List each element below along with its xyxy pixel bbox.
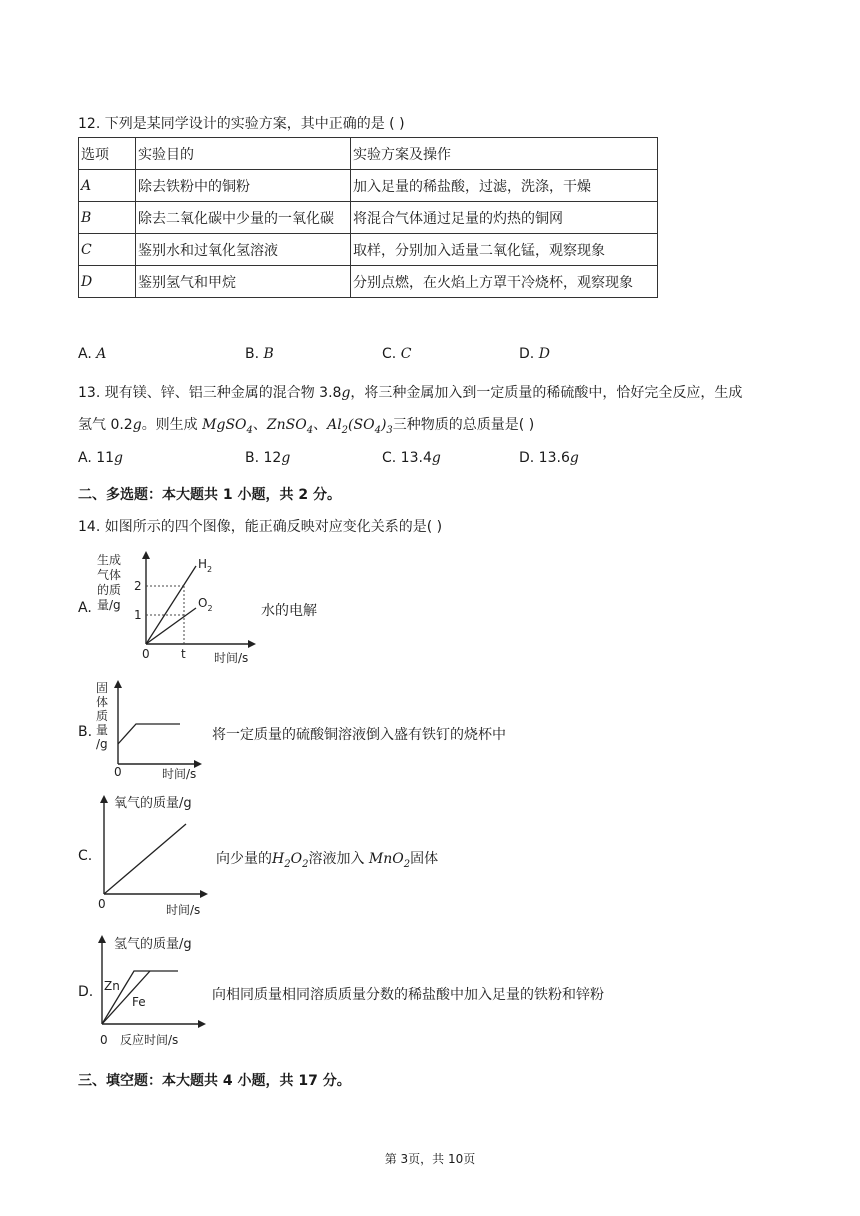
row-purpose: 鉴别氢气和甲烷: [136, 266, 351, 298]
graph-a-xlabel: 时间/s: [214, 651, 249, 665]
graph-d-origin: 0: [100, 1033, 108, 1047]
row-plan: 分别点燃，在火焰上方罩干冷烧杯，观察现象: [351, 266, 658, 298]
graph-d-xlabel: 反应时间/s: [120, 1033, 179, 1047]
graph-d-zn-label: Zn: [104, 979, 120, 993]
q14-choice-a-desc: 水的电解: [261, 603, 317, 619]
q12-stem: 12. 下列是某同学设计的实验方案，其中正确的是 ( ): [78, 116, 405, 132]
q14-choice-c-label[interactable]: C.: [78, 848, 93, 864]
graph-copper-sulfate-iron: [90, 676, 220, 782]
section-heading-multi-choice: 二、多选题：本大题共 1 小题，共 2 分。: [78, 487, 341, 503]
graph-b-origin: 0: [114, 765, 122, 779]
graph-a-ylabel-3: 的质: [97, 583, 122, 597]
row-plan: 将混合气体通过足量的灼热的铜网: [351, 202, 658, 234]
graph-a-ylabel-4: 量/g: [97, 598, 121, 612]
q14-choice-d-desc: 向相同质量相同溶质质量分数的稀盐酸中加入足量的铁粉和锌粉: [212, 987, 604, 1003]
graph-b-ylabel-4: 量: [96, 723, 109, 737]
q13-choice-d[interactable]: D. 13.6g: [519, 450, 579, 466]
table-row: [79, 234, 658, 266]
q13-choice-c[interactable]: C. 13.4g: [382, 450, 441, 466]
q12-choice-a[interactable]: A. A: [78, 346, 107, 362]
header-purpose: 实验目的: [136, 138, 351, 170]
q14-choice-d-label[interactable]: D.: [78, 984, 94, 1000]
q12-choice-c[interactable]: C. C: [382, 346, 412, 362]
graph-a-ylabel-1: 生成: [97, 553, 122, 567]
table-header-row: [79, 138, 658, 170]
graph-a-tick-t: t: [181, 647, 186, 661]
q14-choice-c-desc: 向少量的$H_2O_2$溶液加入 MnO$_2$固体: [216, 851, 439, 870]
graph-b-ylabel-2: 体: [96, 695, 109, 709]
graph-c-ylabel: 氧气的质量/g: [114, 796, 192, 811]
q12-choice-b[interactable]: B. B: [245, 346, 274, 362]
q14-choice-b-desc: 将一定质量的硫酸铜溶液倒入盛有铁钉的烧杯中: [212, 727, 506, 743]
graph-b-ylabel-5: /g: [96, 737, 108, 751]
section-heading-fill-in: 三、填空题：本大题共 4 小题，共 17 分。: [78, 1073, 351, 1089]
table-row: [79, 266, 658, 298]
graph-a-tick-2: 2: [134, 579, 142, 593]
graph-a-ylabel-2: 气体: [97, 568, 122, 582]
graph-zinc-iron-acid: [94, 930, 224, 1050]
q13-line1: 13. 现有镁、锌、铝三种金属的混合物 3.8g，将三种金属加入到一定质量的稀硫酸中，恰好完全反应，生成: [78, 385, 743, 401]
q13-line2: 氢气 0.2g。则生成 MgSO$_4$、ZnSO$_4$、$Al_2(SO_4)_3$三种物质的总质量是( ): [78, 417, 535, 436]
q14-choice-a-label[interactable]: A.: [78, 600, 92, 616]
table-row: [79, 170, 658, 202]
header-plan: 实验方案及操作: [351, 138, 658, 170]
graph-a-origin: 0: [142, 647, 150, 661]
header-option: 选项: [79, 138, 136, 170]
q14-stem: 14. 如图所示的四个图像，能正确反映对应变化关系的是( ): [78, 519, 443, 535]
graph-a-tick-1: 1: [134, 608, 142, 622]
row-purpose: 除去铁粉中的铜粉: [136, 170, 351, 202]
graph-water-electrolysis: [92, 548, 272, 670]
graph-a-o2-label: $O_2$: [198, 596, 213, 613]
graph-b-ylabel-3: 质: [96, 709, 109, 723]
graph-d-fe-label: Fe: [132, 995, 146, 1009]
q12-table: [78, 137, 658, 298]
row-option: B: [79, 202, 136, 234]
row-purpose: 除去二氧化碳中少量的一氧化碳: [136, 202, 351, 234]
graph-b-xlabel: 时间/s: [162, 767, 197, 781]
row-plan: 加入足量的稀盐酸，过滤，洗涤，干燥: [351, 170, 658, 202]
q12-choice-d[interactable]: D. D: [519, 346, 550, 362]
row-option: A: [79, 170, 136, 202]
row-purpose: 鉴别水和过氧化氢溶液: [136, 234, 351, 266]
q13-choice-a[interactable]: A. 11g: [78, 450, 124, 466]
graph-a-h2-label: $H_2$: [198, 557, 213, 574]
q13-choice-b[interactable]: B. 12g: [245, 450, 291, 466]
page-footer: 第 3页，共 10页: [384, 1152, 476, 1166]
graph-b-ylabel-1: 固: [96, 681, 109, 695]
table-row: [79, 202, 658, 234]
row-option: C: [79, 234, 136, 266]
graph-d-ylabel: 氢气的质量/g: [114, 937, 192, 952]
row-plan: 取样，分别加入适量二氧化锰，观察现象: [351, 234, 658, 266]
row-option: D: [79, 266, 136, 298]
graph-c-xlabel: 时间/s: [166, 903, 201, 917]
graph-c-origin: 0: [98, 897, 106, 911]
graph-hydrogen-peroxide: [94, 790, 224, 920]
q14-choice-b-label[interactable]: B.: [78, 724, 93, 740]
